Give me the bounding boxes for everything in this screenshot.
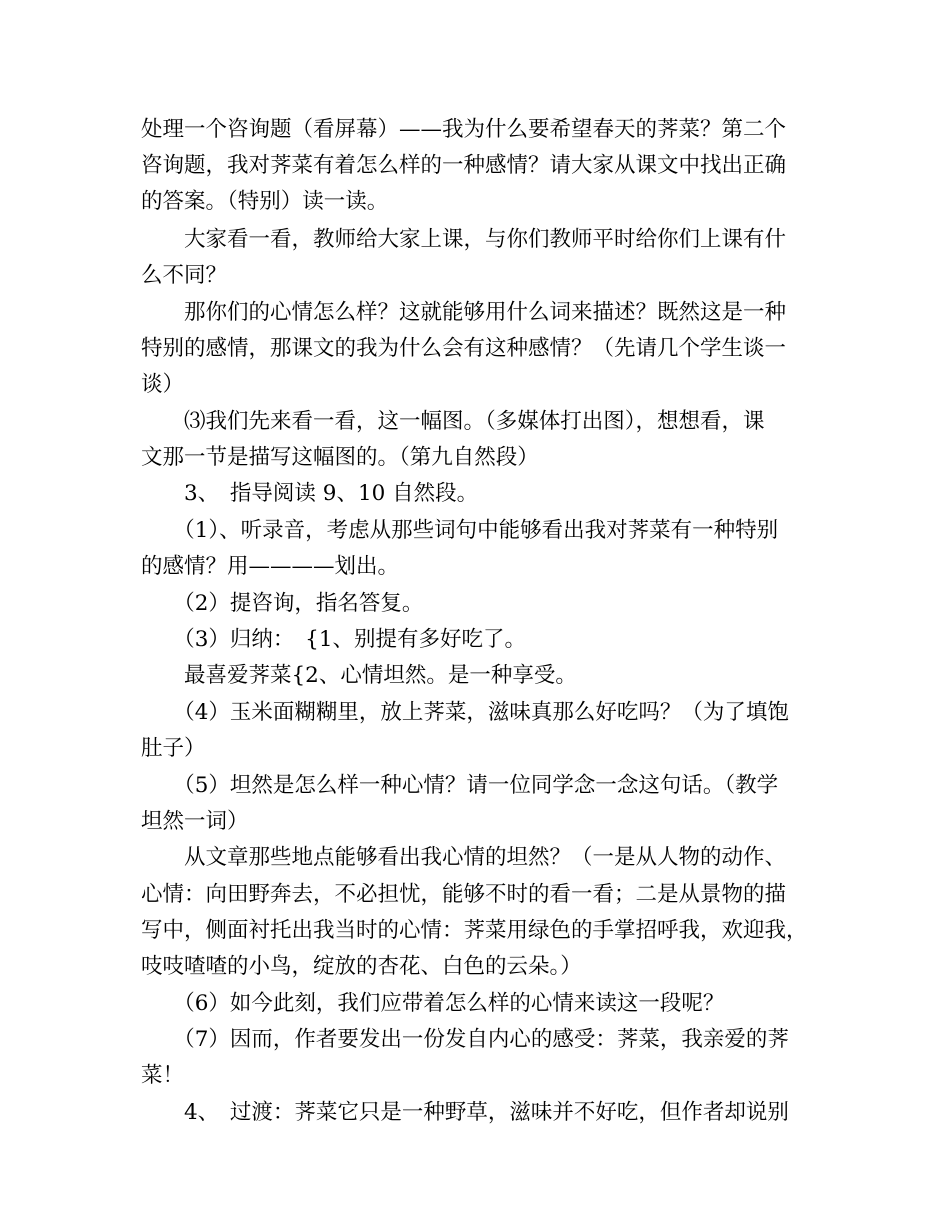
text-line: （3）归纳： {1、别提有多好吃了。 [141,627,527,652]
text-line: 处理一个咨询题（看屏幕）——我为什么要希望春天的荠菜？第二个 [141,117,787,142]
text-line: 咨询题，我对荠菜有着怎么样的一种感情？请大家从课文中找出正确 [141,153,787,178]
text-line: （2）提咨询，指名答复。 [141,591,424,616]
text-line: 吱吱喳喳的小鸟，绽放的杏花、白色的云朵。） [141,954,582,979]
text-line: 3、 指导阅读 9、10 自然段。 [141,481,479,506]
text-line: 那你们的心情怎么样？这就能够用什么词来描述？既然这是一种 [141,300,787,325]
text-line: 的答案。（特别）读一读。 [141,189,389,214]
text-line: 谈） [141,372,185,397]
text-line: 菜！ [141,1063,185,1088]
text-line: （7）因而，作者要发出一份发自内心的感受：荠菜，我亲爱的荠 [141,1027,789,1052]
text-line: 4、 过渡：荠菜它只是一种野草，滋味并不好吃，但作者却说别 [141,1100,789,1125]
text-line: 写中，侧面衬托出我当时的心情：荠菜用绿色的手掌招呼我，欢迎我， [141,918,808,943]
text-line: 么不同？ [141,263,228,288]
text-line: 的感情？用————划出。 [141,554,400,579]
text-line: （6）如今此刻，我们应带着怎么样的心情来读这一段呢？ [141,991,725,1016]
text-line: 大家看一看，教师给大家上课，与你们教师平时给你们上课有什 [141,227,787,252]
text-line: 文那一节是描写这幅图的。（第九自然段） [141,445,539,470]
text-line: 从文章那些地点能够看出我心情的坦然？（一是从人物的动作、 [141,845,787,870]
text-line: 肚子） [141,736,206,761]
text-line: （5）坦然是怎么样一种心情？请一位同学念一念这句话。（教学 [141,773,779,798]
text-line: （1）、听录音，考虑从那些词句中能够看出我对荠菜有一种特别 [141,518,779,543]
text-line: 特别的感情，那课文的我为什么会有这种感情？（先请几个学生谈一 [141,336,787,361]
text-line: 坦然一词） [141,809,249,834]
text-line: 最喜爱荠菜{2、心情坦然。是一种享受。 [141,663,577,688]
text-line: 心情：向田野奔去，不必担忧，能够不时的看一看；二是从景物的描 [141,882,787,907]
text-line: ⑶我们先来看一看，这一幅图。（多媒体打出图），想想看，课 [141,409,765,434]
text-line: （4）玉米面糊糊里，放上荠菜，滋味真那么好吃吗？（为了填饱 [141,700,789,725]
